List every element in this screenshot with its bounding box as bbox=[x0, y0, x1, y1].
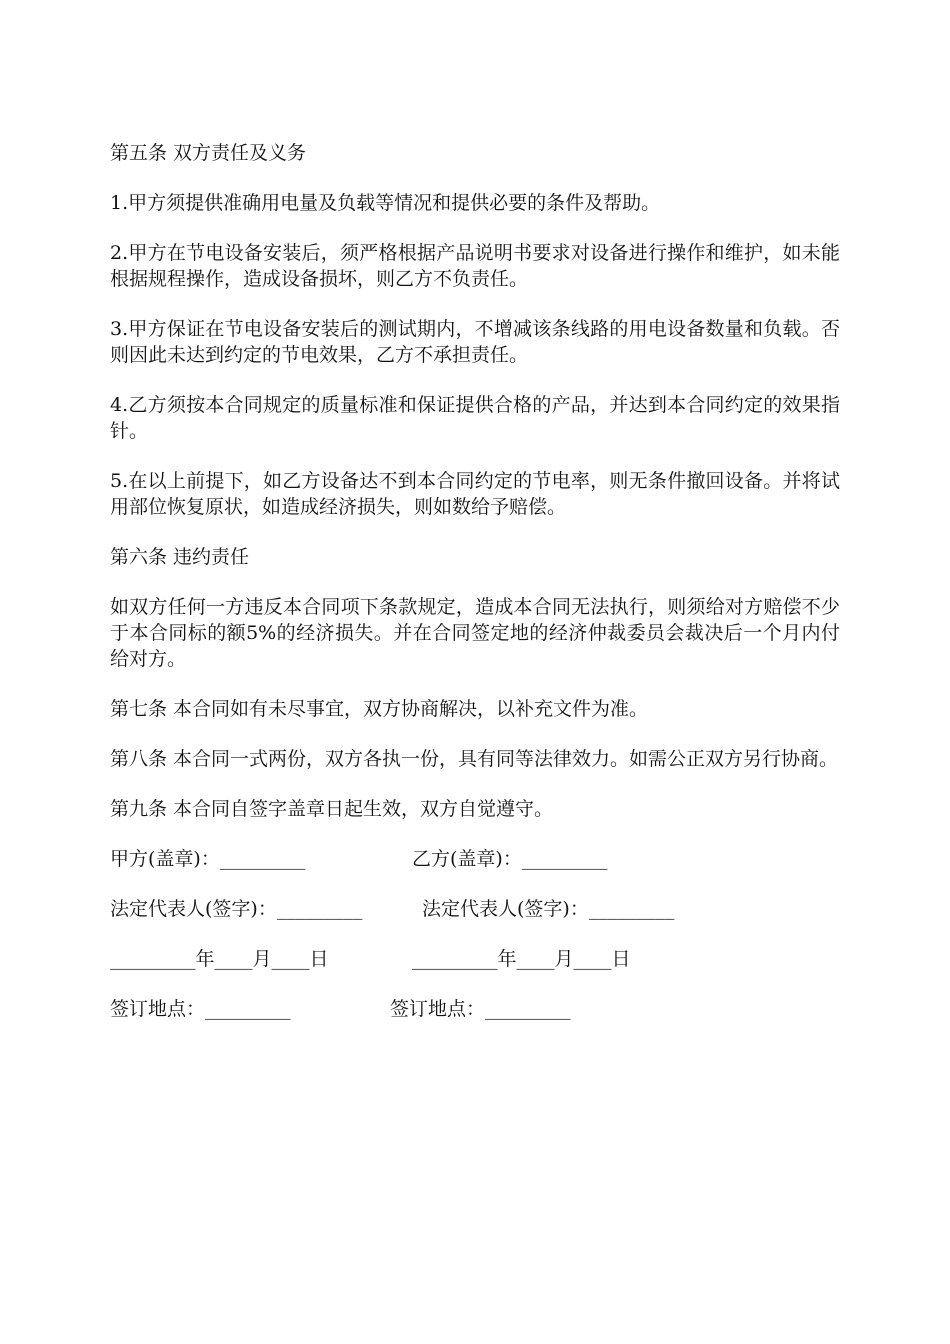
article-5-item-4: 4.乙方须按本合同规定的质量标准和保证提供合格的产品，并达到本合同约定的效果指针。 bbox=[110, 394, 840, 442]
article-8: 第八条 本合同一式两份，双方各执一份，具有同等法律效力。如需公正双方另行协商。 bbox=[110, 748, 839, 770]
representative-row bbox=[110, 896, 840, 922]
party-a-seal-field: 甲方(盖章)：_________ bbox=[110, 848, 306, 870]
contract-page bbox=[110, 140, 840, 1046]
place-row bbox=[110, 996, 840, 1022]
party-b-seal-field: 乙方(盖章)：_________ bbox=[412, 848, 608, 870]
article-5-item-5: 5.在以上前提下，如乙方设备达不到本合同约定的节电率，则无条件撤回设备。并将试用部位恢复原状，如造成经济损失，则如数给予赔偿。 bbox=[110, 470, 840, 518]
party-b-date-field: _________年____月____日 bbox=[412, 948, 631, 970]
article-5-item-1: 1.甲方须提供准确用电量及负载等情况和提供必要的条件及帮助。 bbox=[110, 192, 661, 214]
article-5-heading: 第五条 双方责任及义务 bbox=[110, 142, 307, 164]
article-5-item-2: 2.甲方在节电设备安装后，须严格根据产品说明书要求对设备进行操作和维护，如未能根据规程操作，造成设备损坏，则乙方不负责任。 bbox=[110, 242, 840, 290]
party-a-place-field: 签订地点：_________ bbox=[110, 998, 291, 1020]
article-5-item-3: 3.甲方保证在节电设备安装后的测试期内，不增减该条线路的用电设备数量和负载。否则因此未达到约定的节电效果，乙方不承担责任。 bbox=[110, 318, 840, 366]
party-a-date-field: _________年____月____日 bbox=[110, 948, 329, 970]
article-6-heading: 第六条 违约责任 bbox=[110, 546, 250, 568]
article-6-body: 如双方任何一方违反本合同项下条款规定，造成本合同无法执行，则须给对方赔偿不少于本合同标的额5%的经济损失。并在合同签定地的经济仲裁委员会裁决后一个月内付给对方。 bbox=[110, 596, 840, 670]
seal-row bbox=[110, 846, 840, 872]
party-b-place-field: 签订地点：_________ bbox=[390, 998, 571, 1020]
party-b-representative-field: 法定代表人(签字)：_________ bbox=[422, 898, 675, 920]
date-row bbox=[110, 946, 840, 972]
article-7: 第七条 本合同如有未尽事宜，双方协商解决，以补充文件为准。 bbox=[110, 698, 649, 720]
party-a-representative-field: 法定代表人(签字)：_________ bbox=[110, 898, 363, 920]
article-9: 第九条 本合同自签字盖章日起生效，双方自觉遵守。 bbox=[110, 798, 554, 820]
